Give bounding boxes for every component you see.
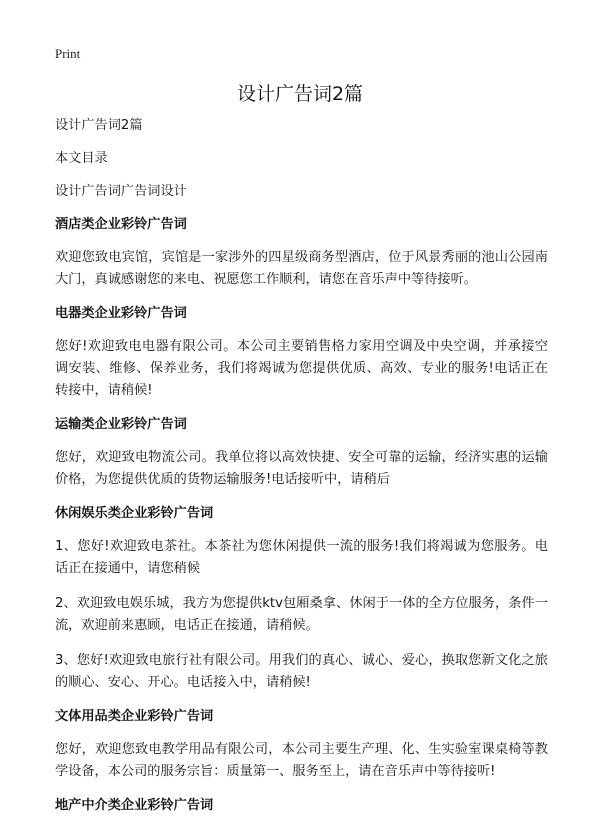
section-paragraph: 您好，欢迎致电物流公司。我单位将以高效快捷、安全可靠的运输，经济实惠的运输价格，为您提供优质的货物运输服务!电话接听中，请稍后 <box>55 450 548 487</box>
section-heading: 文体用品类企业彩铃广告词 <box>55 709 214 724</box>
section-hotel <box>55 215 548 291</box>
section-heading: 地产中介类企业彩铃广告词 <box>55 798 214 813</box>
section-paragraph: 3、您好!欢迎致电旅行社有限公司。用我们的真心、诚心、爱心，换取您新文化之旅的顺心、安心、开心。电话接入中，请稍候! <box>55 653 548 690</box>
page-title: 设计广告词2篇 <box>236 83 364 105</box>
section-paragraph: 2、欢迎致电娱乐城，我方为您提供ktv包厢桑拿、休闲于一体的全方位服务，条件一流，欢迎前来惠顾，电话正在接通，请稍候。 <box>55 596 548 633</box>
section-transport <box>55 415 548 491</box>
section-paragraph: 欢迎您致电宾馆，宾馆是一家涉外的四星级商务型酒店，位于风景秀丽的池山公园南大门，真诚感谢您的来电、祝愿您工作顺利，请您在音乐声中等待接听。 <box>55 250 548 287</box>
section-paragraph: 您好!欢迎致电电器有限公司。本公司主要销售格力家用空调及中央空调，并承接空调安装、维修、保养业务，我们将竭诚为您提供优质、高效、专业的服务!电话正在转接中，请稍候! <box>55 339 548 398</box>
section-stationery <box>55 707 548 783</box>
section-real-estate <box>55 796 548 816</box>
section-heading: 电器类企业彩铃广告词 <box>55 306 187 321</box>
section-heading: 运输类企业彩铃广告词 <box>55 417 187 432</box>
intro-line-doc-name: 设计广告词2篇 <box>55 118 143 133</box>
intro-line-subtitle: 设计广告词广告词设计 <box>55 184 187 199</box>
document-body <box>55 116 548 828</box>
section-heading: 休闲娱乐类企业彩铃广告词 <box>55 506 214 521</box>
section-paragraph: 您好，欢迎您致电教学用品有限公司，本公司主要生产理、化、生实验室课桌椅等教学设备，本公司的服务宗旨：质量第一、服务至上，请在音乐声中等待接听! <box>55 742 548 779</box>
section-appliance <box>55 304 548 402</box>
section-heading: 酒店类企业彩铃广告词 <box>55 217 187 232</box>
section-leisure <box>55 504 548 694</box>
intro-line-toc: 本文目录 <box>55 151 108 166</box>
section-paragraph: 1、您好!欢迎致电茶社。本茶社为您休闲提供一流的服务!我们将竭诚为您服务。电话正在接通中，请您稍候 <box>55 539 548 576</box>
print-link[interactable]: Print <box>55 46 81 61</box>
